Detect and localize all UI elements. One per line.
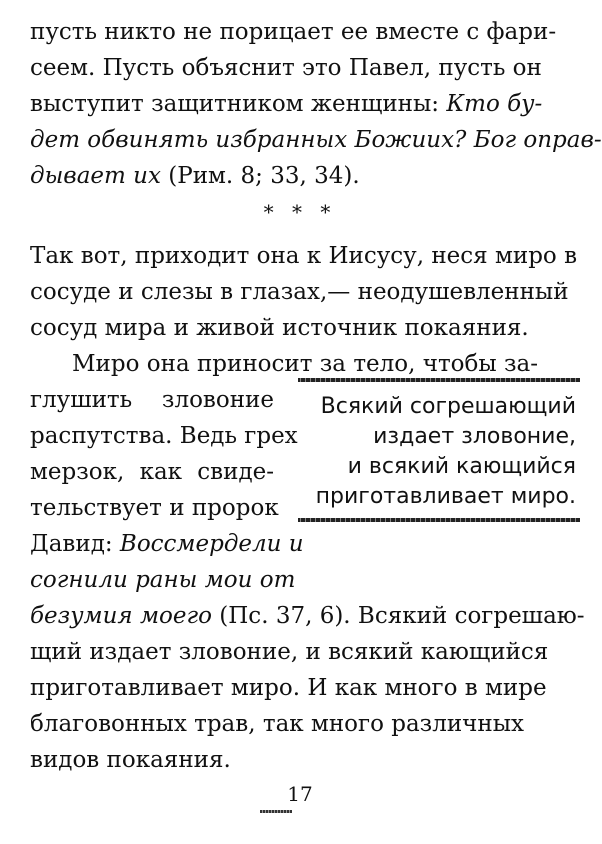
text-line [30,526,304,562]
text-line: распутства. Ведь грех [30,423,298,449]
text-line: сеем. Пусть объяснит это Павел, пусть он [30,55,542,81]
text-span: (Пс. 37, 6). Всякий согрешаю- [219,603,585,629]
text-line: благовонных трав, так много различных [30,711,524,737]
scripture-reference: (Рим. 8; 33, 34). [168,163,360,189]
text-line: мерзок, как свиде- [30,459,274,485]
text-line [30,158,522,194]
italic-quote: безумия моего [30,603,212,629]
page-number: 17 [287,782,313,806]
text-line: видов покаяния. [30,747,231,773]
pull-quote-line: и всякий кающийся [347,454,576,479]
text-line: сосуде и слезы в глазах,— неодушевленный [30,279,569,305]
text-span: выступит защитником женщины: [30,91,440,117]
pull-quote-top-rule [298,378,580,382]
italic-quote: Воссмердели и [119,531,304,557]
text-line: согнили раны мои от [30,567,296,593]
pull-quote [298,372,580,524]
italic-quote: дывает их [30,163,161,189]
italic-quote: Кто бу- [446,91,543,117]
text-line: сосуд мира и живой источник покаяния. [30,315,529,341]
text-line: Так вот, приходит она к Иисусу, неся миро в [30,243,578,269]
text-line: тельствует и пророк [30,495,279,521]
text-line [30,86,543,122]
pull-quote-line: приготавливает миро. [315,484,576,509]
text-line: дет обвинять избранных Божиих? Бог оправ- [30,127,602,153]
pull-quote-bottom-rule [298,518,580,522]
text-line: пусть никто не порицает ее вместе с фари- [30,19,557,45]
text-line [30,598,585,634]
text-line: глушить зловоние [30,387,274,413]
pull-quote-line: издает зловоние, [373,424,576,449]
text-line: Миро она приносит за тело, чтобы за- [72,351,539,377]
text-line: приготавливает миро. И как много в мире [30,675,547,701]
text-span: Давид: [30,531,113,557]
page-number-ornament [260,810,292,813]
pull-quote-line: Всякий согрешающий [320,394,576,419]
text-line: щий издает зловоние, и всякий кающийся [30,639,549,665]
section-separator: * * * [263,200,337,224]
